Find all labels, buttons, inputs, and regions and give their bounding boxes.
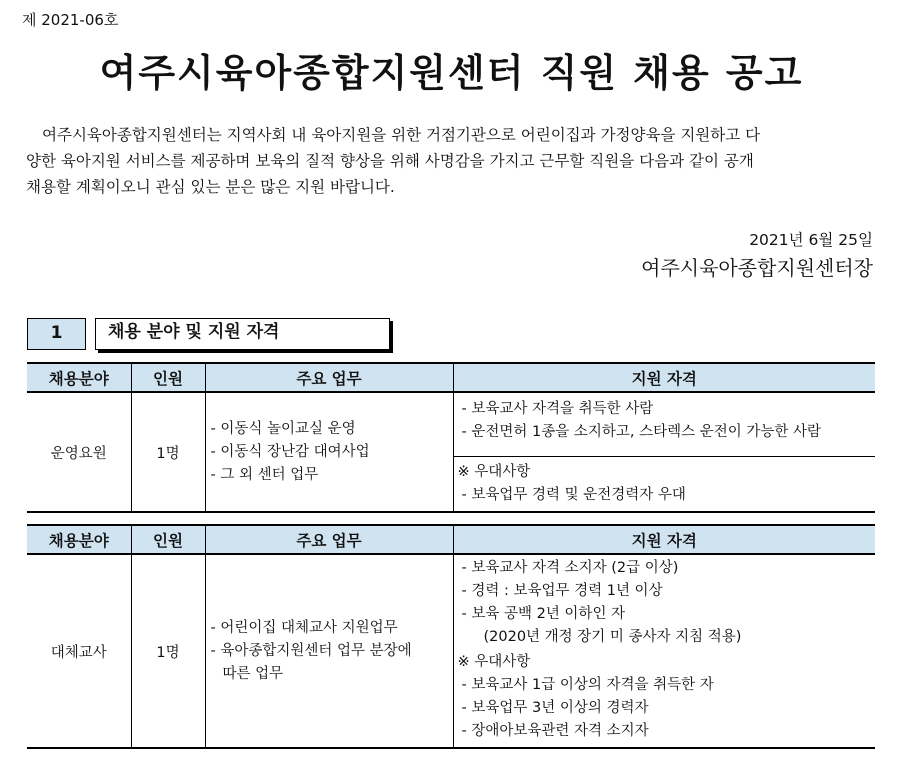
- preference-item: - 장애아보육관련 자격 소지자: [461, 723, 649, 739]
- preference-list: [454, 456, 876, 511]
- table-row: [27, 392, 875, 512]
- intro-line: 여주시육아종합지원센터는 지역사회 내 육아지원을 위한 거점기관으로 어린이집과 가정양육을 지원하고 다: [42, 126, 761, 144]
- position-count: 1명: [131, 554, 205, 748]
- intro-paragraph: [26, 122, 876, 200]
- qualification-item: - 경력 : 보육업무 경력 1년 이상: [461, 583, 663, 599]
- duty-item: - 이동식 놀이교실 운영: [210, 420, 356, 437]
- page-title: 여주시육아종합지원센터 직원 채용 공고: [99, 51, 804, 95]
- preference-item: - 보육교사 1급 이상의 자격을 취득한 자: [461, 677, 714, 693]
- position-field: 운영요원: [27, 392, 131, 512]
- preference-label: ※ 우대사항: [457, 654, 531, 670]
- position-duties: [205, 554, 453, 748]
- duty-item: - 이동식 장난감 대여사업: [210, 443, 370, 460]
- section-title: 채용 분야 및 지원 자격: [95, 318, 390, 350]
- recruit-table-operations: [27, 362, 875, 513]
- position-duties: [205, 392, 453, 512]
- header-field: 채용분야: [27, 525, 131, 554]
- preference-item: - 보육업무 경력 및 운전경력자 우대: [461, 487, 686, 503]
- preference-label: ※ 우대사항: [457, 464, 531, 480]
- header-duties: 주요 업무: [205, 363, 453, 392]
- header-count: 인원: [131, 363, 205, 392]
- notice-number: 제 2021-06호: [22, 11, 119, 29]
- header-duties: 주요 업무: [205, 525, 453, 554]
- notice-date: 2021년 6월 25일: [749, 231, 873, 249]
- table-row: [27, 554, 875, 748]
- header-qualifications: 지원 자격: [453, 525, 875, 554]
- header-field: 채용분야: [27, 363, 131, 392]
- qualification-item: - 운전면허 1종을 소지하고, 스타렉스 운전이 가능한 사람: [461, 424, 821, 440]
- qualification-list: [454, 393, 876, 456]
- position-field: 대체교사: [27, 554, 131, 748]
- preference-list: [454, 651, 876, 747]
- qualification-item: - 보육교사 자격 소지자 (2급 이상): [461, 560, 679, 576]
- position-qualifications: [453, 392, 875, 512]
- table-header-row: [27, 525, 875, 554]
- intro-line: 양한 육아지원 서비스를 제공하며 보육의 질적 향상을 위해 사명감을 가지고 근무할 직원을 다음과 같이 공개: [26, 152, 754, 170]
- qualification-item: - 보육 공백 2년 이하인 자: [461, 606, 626, 622]
- qualification-item: - 보육교사 자격을 취득한 사람: [461, 401, 654, 417]
- section-number: 1: [27, 318, 86, 350]
- duty-item: - 육아종합지원센터 업무 분장에: [210, 642, 412, 659]
- position-qualifications: [453, 554, 875, 748]
- preference-item: - 보육업무 3년 이상의 경력자: [461, 700, 649, 716]
- issuer-name: 여주시육아종합지원센터장: [641, 256, 873, 280]
- qualification-list: [454, 555, 876, 651]
- recruit-table-substitute: [27, 524, 875, 749]
- duty-item: - 그 외 센터 업무: [210, 466, 319, 483]
- duty-item: 따른 업무: [222, 665, 284, 682]
- intro-line: 채용할 계획이오니 관심 있는 분은 많은 지원 바랍니다.: [26, 178, 395, 196]
- qualification-note: (2020년 개정 장기 미 종사자 지침 적용): [483, 629, 742, 645]
- table-header-row: [27, 363, 875, 392]
- position-count: 1명: [131, 392, 205, 512]
- header-qualifications: 지원 자격: [453, 363, 875, 392]
- header-count: 인원: [131, 525, 205, 554]
- duty-item: - 어린이집 대체교사 지원업무: [210, 619, 398, 636]
